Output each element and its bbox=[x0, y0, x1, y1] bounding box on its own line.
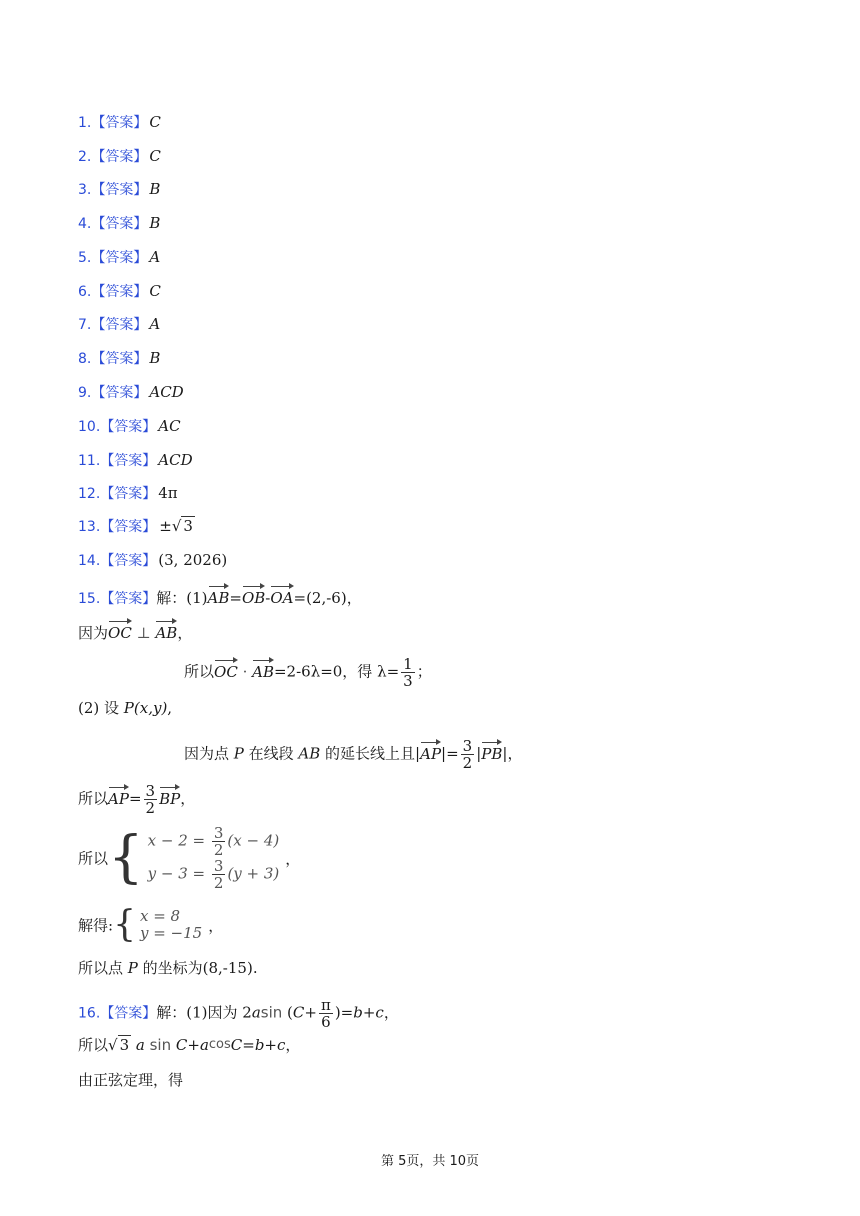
numerator: 3 bbox=[462, 737, 473, 755]
q15-line-3 bbox=[184, 656, 432, 689]
left-brace: { bbox=[108, 825, 144, 890]
text-therefore: 所以 bbox=[78, 849, 109, 868]
vector-oc: OC bbox=[214, 658, 238, 682]
answer-line-4 bbox=[78, 213, 160, 234]
answer-value: AC bbox=[158, 417, 181, 435]
answer-tag: 【答案】 bbox=[100, 419, 157, 435]
q15-line-4 bbox=[78, 698, 172, 718]
answer-number: 10. bbox=[78, 419, 101, 435]
answer-line-6 bbox=[78, 281, 161, 302]
answer-tag: 【答案】 bbox=[91, 149, 148, 165]
q16-line-1 bbox=[78, 997, 399, 1030]
answer-value: B bbox=[149, 349, 161, 367]
answer-line-12 bbox=[78, 483, 178, 504]
answer-line-1 bbox=[78, 112, 161, 133]
answer-tag: 【答案】 bbox=[91, 250, 148, 266]
answer-tag: 【答案】 bbox=[91, 317, 148, 333]
answer-number: 5. bbox=[78, 250, 92, 266]
denominator: 2 bbox=[462, 754, 473, 772]
answer-number: 4. bbox=[78, 216, 92, 232]
answer-tag: 【答案】 bbox=[100, 553, 157, 569]
q15-line-1 bbox=[78, 584, 362, 609]
answer-number: 11. bbox=[78, 453, 101, 469]
punctuation: |， bbox=[502, 744, 523, 763]
answer-value: 4π bbox=[158, 484, 178, 502]
answer-number: 2. bbox=[78, 149, 92, 165]
var-a: a bbox=[131, 1036, 145, 1054]
answer-line-3 bbox=[78, 179, 160, 200]
text: 因为点 bbox=[184, 744, 234, 763]
answer-line-8 bbox=[78, 348, 160, 369]
punctuation: ； bbox=[416, 662, 432, 681]
answer-line-11 bbox=[78, 450, 193, 471]
equation-row-2 bbox=[148, 858, 280, 891]
punctuation: ， bbox=[208, 916, 224, 935]
fraction-three-halves bbox=[461, 738, 475, 771]
solution-x: x = 8 bbox=[139, 907, 181, 925]
text-solved: 解得: bbox=[78, 916, 114, 935]
var-c: C bbox=[292, 1003, 305, 1022]
denominator: 6 bbox=[321, 1013, 331, 1031]
text: 在线段 bbox=[243, 744, 299, 763]
numerator: 3 bbox=[213, 824, 224, 842]
punctuation: ， bbox=[180, 789, 196, 808]
plus-sign: + bbox=[304, 1003, 317, 1022]
punctuation: ， bbox=[285, 849, 301, 868]
vector-ap: AP bbox=[420, 740, 441, 764]
answer-value: A bbox=[149, 315, 161, 333]
answer-number: 6. bbox=[78, 284, 92, 300]
equation-system bbox=[148, 825, 280, 891]
plus-minus-sign: ± bbox=[159, 517, 172, 535]
sin-function: sin bbox=[144, 1036, 176, 1054]
answer-tag: 【答案】 bbox=[91, 216, 148, 232]
vector-ab: AB bbox=[155, 619, 177, 643]
abs-bar: | bbox=[476, 744, 482, 763]
answer-value: C bbox=[149, 147, 161, 165]
answer-number: 7. bbox=[78, 317, 92, 333]
var-a: a bbox=[199, 1036, 209, 1054]
sin-function: sin bbox=[260, 1003, 283, 1022]
equals-sign: = bbox=[128, 789, 142, 808]
equation-rhs: (y + 3) bbox=[227, 864, 280, 883]
vector-result: =(2,-6)， bbox=[293, 589, 362, 607]
vector-oc: OC bbox=[108, 619, 132, 643]
denominator: 2 bbox=[213, 874, 224, 892]
numerator: 1 bbox=[403, 655, 413, 673]
solution-y: y = −15 bbox=[139, 924, 203, 942]
left-brace: { bbox=[113, 904, 136, 945]
punctuation: ， bbox=[177, 624, 193, 642]
punctuation: ， bbox=[285, 1036, 301, 1054]
segment-ab: AB bbox=[298, 744, 321, 763]
punctuation: ， bbox=[383, 1003, 399, 1022]
answer-number: 13. bbox=[78, 519, 101, 535]
fraction-one-third bbox=[401, 656, 415, 689]
text: |= bbox=[441, 744, 459, 763]
solution-system bbox=[140, 908, 202, 942]
answer-line-5 bbox=[78, 247, 160, 268]
perpendicular-symbol: ⊥ bbox=[131, 624, 156, 642]
vector-ob: OB bbox=[242, 584, 265, 608]
denominator: 3 bbox=[403, 672, 413, 690]
answer-value: A bbox=[149, 248, 161, 266]
answer-tag: 【答案】 bbox=[100, 519, 157, 535]
q15-line-5 bbox=[184, 738, 522, 771]
answer-number: 8. bbox=[78, 351, 92, 367]
answer-line-14 bbox=[78, 550, 227, 571]
q16-solution-label: 解：(1)因为 2 bbox=[156, 1003, 252, 1022]
answer-line-13 bbox=[78, 516, 195, 537]
answer-line-7 bbox=[78, 314, 160, 335]
answer-tag: 【答案】 bbox=[91, 115, 148, 131]
page-footer: 第 5页，共 10页 bbox=[380, 1154, 480, 1169]
answer-tag: 【答案】 bbox=[91, 385, 148, 401]
text: 的延长线上且| bbox=[320, 744, 421, 763]
q15-line-2 bbox=[78, 619, 192, 643]
text-therefore: 所以 bbox=[78, 1036, 109, 1054]
denominator: 2 bbox=[145, 799, 156, 817]
fraction-pi-sixth bbox=[319, 997, 333, 1030]
answer-tag: 【答案】 bbox=[100, 591, 157, 607]
part-two-label: (2) 设 bbox=[78, 699, 124, 717]
q15-line-8 bbox=[78, 904, 224, 945]
answer-value: ACD bbox=[158, 451, 193, 469]
vector-oa: OA bbox=[270, 584, 293, 608]
equation-text: =2-6λ=0，得 λ= bbox=[273, 662, 400, 681]
equation-lhs: x − 2 = bbox=[147, 831, 210, 850]
answer-value: B bbox=[149, 214, 161, 232]
answer-tag: 【答案】 bbox=[91, 284, 148, 300]
q16-line-3 bbox=[78, 1070, 183, 1090]
punctuation: , bbox=[167, 699, 173, 717]
text-therefore: 所以 bbox=[78, 789, 109, 808]
answer-number: 3. bbox=[78, 182, 92, 198]
answer-tag: 【答案】 bbox=[91, 351, 148, 367]
answer-line-10 bbox=[78, 416, 181, 437]
radicand: 3 bbox=[183, 517, 193, 535]
answer-number: 9. bbox=[78, 385, 92, 401]
answer-value: ACD bbox=[149, 383, 184, 401]
paren: )= bbox=[334, 1003, 354, 1022]
q15-line-7 bbox=[78, 825, 300, 891]
plus-sign: + bbox=[187, 1036, 200, 1054]
text: 所以点 bbox=[78, 959, 128, 977]
point-p: P bbox=[123, 699, 134, 717]
equation-rhs: b+c bbox=[353, 1003, 384, 1022]
point-coords: (x,y) bbox=[133, 699, 168, 717]
minus-sign: - bbox=[265, 589, 271, 607]
answer-number: 14. bbox=[78, 553, 101, 569]
answer-value: (3, 2026) bbox=[158, 551, 228, 569]
answer-number: 12. bbox=[78, 486, 101, 502]
var-c: C bbox=[230, 1036, 243, 1054]
answer-number: 16. bbox=[78, 1005, 101, 1022]
text-because: 因为 bbox=[78, 624, 109, 642]
radicand: 3 bbox=[119, 1036, 130, 1054]
conclusion: 的坐标为(8,-15). bbox=[137, 959, 258, 977]
answer-line-9 bbox=[78, 382, 184, 403]
denominator: 2 bbox=[213, 841, 224, 859]
q15-solution-label: 解：(1) bbox=[156, 589, 208, 607]
numerator: 3 bbox=[145, 782, 156, 800]
vector-ab: AB bbox=[252, 658, 274, 682]
point-p: P bbox=[233, 744, 244, 763]
fraction bbox=[212, 825, 226, 858]
text-sine-law: 由正弦定理，得 bbox=[78, 1071, 184, 1089]
equation-rhs: b+c bbox=[254, 1036, 286, 1054]
answer-tag: 【答案】 bbox=[100, 1005, 157, 1022]
q15-line-9 bbox=[78, 958, 258, 978]
numerator: 3 bbox=[213, 857, 224, 875]
answer-tag: 【答案】 bbox=[100, 453, 157, 469]
answer-value: C bbox=[149, 113, 161, 131]
square-root: √ 3 bbox=[171, 517, 193, 535]
text-therefore: 所以 bbox=[184, 662, 215, 681]
equals-sign: = bbox=[242, 1036, 255, 1054]
q15-line-6 bbox=[78, 783, 195, 816]
var-c: C bbox=[175, 1036, 188, 1054]
answer-line-2 bbox=[78, 146, 161, 167]
q16-line-2 bbox=[78, 1035, 300, 1055]
vector-ab: AB bbox=[208, 584, 230, 608]
vector-pb: PB bbox=[481, 740, 502, 764]
point-p: P bbox=[127, 959, 138, 977]
paren: ( bbox=[282, 1003, 293, 1022]
equation-row-1 bbox=[148, 825, 280, 858]
fraction-three-halves bbox=[144, 783, 158, 816]
square-root: √ 3 bbox=[108, 1036, 130, 1054]
answer-tag: 【答案】 bbox=[100, 486, 157, 502]
answer-value: B bbox=[149, 180, 161, 198]
equals-sign: = bbox=[229, 589, 242, 607]
dot-product-symbol: · bbox=[237, 662, 253, 681]
cos-function: cos bbox=[208, 1037, 231, 1052]
vector-bp: BP bbox=[159, 785, 180, 809]
answer-value: C bbox=[149, 282, 161, 300]
vector-ap: AP bbox=[108, 785, 129, 809]
numerator: π bbox=[320, 996, 331, 1014]
equation-rhs: (x − 4) bbox=[227, 831, 280, 850]
answer-number: 1. bbox=[78, 115, 92, 131]
var-a: a bbox=[251, 1003, 261, 1022]
answer-tag: 【答案】 bbox=[91, 182, 148, 198]
fraction bbox=[212, 858, 226, 891]
answer-number: 15. bbox=[78, 591, 101, 607]
equation-lhs: y − 3 = bbox=[147, 864, 210, 883]
